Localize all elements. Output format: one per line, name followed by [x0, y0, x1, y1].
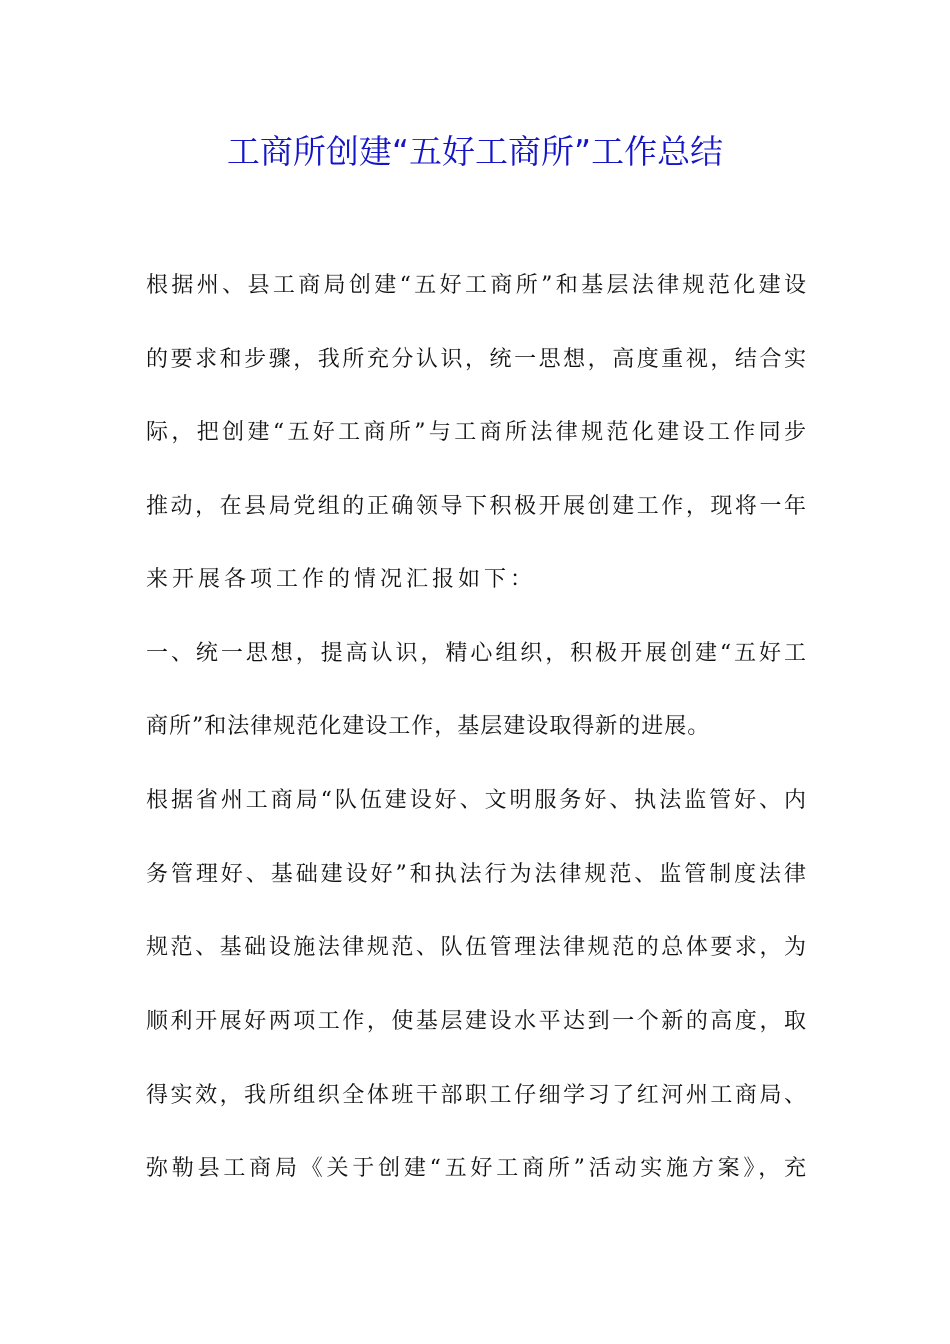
body-line: 规范、基础设施法律规范、队伍管理法律规范的总体要求，为: [146, 935, 806, 960]
body-line: 推动，在县局党组的正确领导下积极开展创建工作，现将一年: [146, 494, 806, 519]
body-line: 际，把创建“五好工商所”与工商所法律规范化建设工作同步: [146, 420, 806, 445]
body-line: 弥勒县工商局《关于创建“五好工商所”活动实施方案》，充: [146, 1156, 806, 1181]
body-line: 根据州、县工商局创建“五好工商所”和基层法律规范化建设: [146, 273, 806, 298]
section-heading-line: 一、统一思想，提高认识，精心组织，积极开展创建“五好工: [146, 641, 806, 666]
body-line: 得实效，我所组织全体班干部职工仔细学习了红河州工商局、: [146, 1083, 806, 1108]
body-line: 来开展各项工作的情况汇报如下：: [146, 567, 537, 592]
body-line: 务管理好、基础建设好”和执法行为法律规范、监管制度法律: [146, 862, 806, 887]
body-line: 的要求和步骤，我所充分认识，统一思想，高度重视，结合实: [146, 347, 806, 372]
body-line: 根据省州工商局“队伍建设好、文明服务好、执法监管好、内: [146, 788, 806, 813]
section-heading-line: 商所”和法律规范化建设工作，基层建设取得新的进展。: [146, 714, 711, 739]
body-line: 顺利开展好两项工作，使基层建设水平达到一个新的高度，取: [146, 1009, 806, 1034]
document-title: 工商所创建“五好工商所”工作总结: [226, 132, 724, 171]
